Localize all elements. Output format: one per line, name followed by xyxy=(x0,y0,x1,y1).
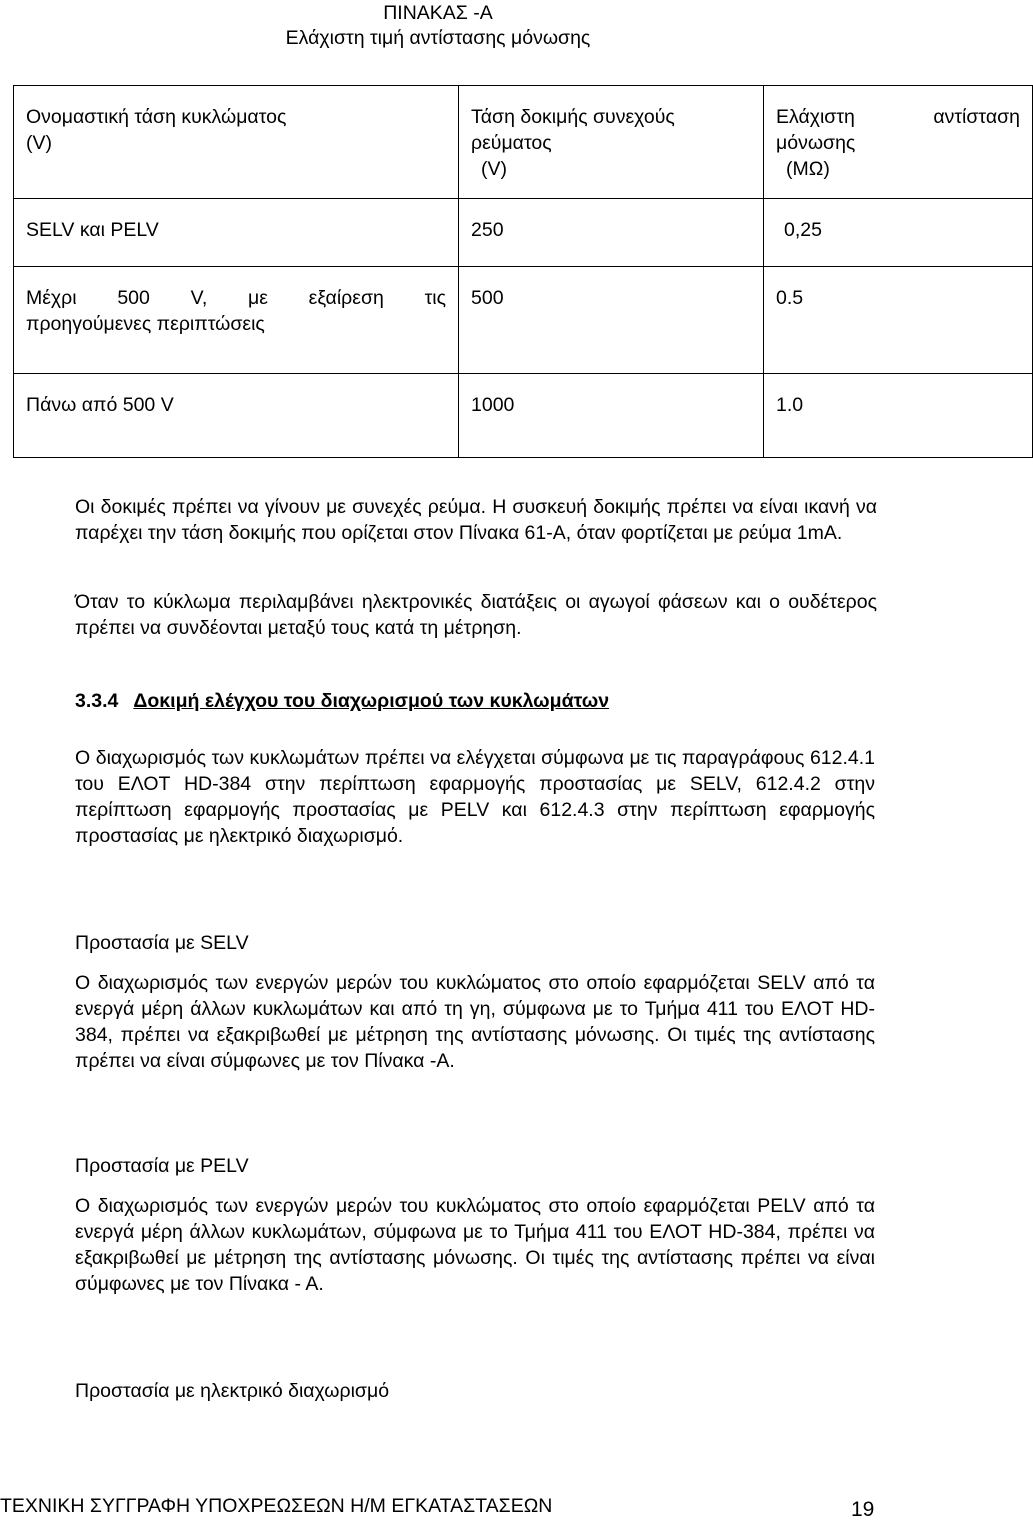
section-title: Δοκιμή ελέγχου του διαχωρισμού των κυκλωμάτων xyxy=(133,690,610,712)
cell-voltage: SELV και PELV xyxy=(14,199,459,267)
header-cell-nominal-voltage xyxy=(14,86,459,199)
cell-text: Μέχρι 500 V, με εξαίρεση τις xyxy=(26,287,446,309)
header-cell-min-resistance xyxy=(764,86,1033,199)
header-text: (V) xyxy=(481,158,507,180)
footer-title: ΤΕΧΝΙΚΗ ΣΥΓΓΡΑΦΗ ΥΠΟΧΡΕΩΣΕΩΝ Η/Μ ΕΓΚΑΤΑΣΤΑΣΕΩΝ xyxy=(0,1495,553,1517)
cell-test-voltage: 500 xyxy=(459,267,764,374)
table-row xyxy=(14,267,1033,374)
table-header-row xyxy=(14,86,1033,199)
header-text: μόνωσης xyxy=(776,132,856,154)
pelv-heading: Προστασία με PELV xyxy=(75,1155,249,1177)
section-heading xyxy=(75,688,609,714)
table-row xyxy=(14,199,1033,267)
cell-voltage: Πάνω από 500 V xyxy=(14,374,459,458)
header-text: Τάση δοκιμής συνεχούς xyxy=(471,106,675,128)
pelv-paragraph: Ο διαχωρισμός των ενεργών μερών του κυκλώματος στο οποίο εφαρμόζεται PELV από τα ενεργά μέρη άλλων κυκλωμάτων, σύμφωνα με το Τμήμα 411 του ΕΛΟΤ HD-384, πρέπει να εξακριβωθεί με μέτρηση της αντίστασης μόνωσης. Οι τιμές της αντίστασης πρέπει να είναι σύμφωνες με τον Πίνακα - Α. xyxy=(75,1195,875,1295)
header-cell-test-voltage xyxy=(459,86,764,199)
header-text: (V) xyxy=(26,132,52,154)
cell-voltage xyxy=(14,267,459,374)
page-number: 19 xyxy=(851,1498,875,1521)
cell-resistance xyxy=(764,199,1033,267)
table-subtitle: Ελάχιστη τιμή αντίστασης μόνωσης xyxy=(285,27,591,49)
table-title: ΠΙΝΑΚΑΣ -Α xyxy=(383,2,493,24)
section-number: 3.3.4 xyxy=(75,690,119,712)
selv-paragraph: Ο διαχωρισμός των ενεργών μερών του κυκλώματος στο οποίο εφαρμόζεται SELV από τα ενεργά μέρη άλλων κυκλωμάτων και από τη γη, σύμφωνα με το Τμήμα 411 του ΕΛΟΤ HD-384, πρέπει να εξακριβωθεί με μέτρηση της αντίστασης μόνωσης. Οι τιμές της αντίστασης πρέπει να είναι σύμφωνες με τον Πίνακα -Α. xyxy=(75,972,875,1072)
note-paragraph: Οι δοκιμές πρέπει να γίνουν με συνεχές ρεύμα. Η συσκευή δοκιμής πρέπει να είναι ικανή να παρέχει την τάση δοκιμής που ορίζεται στον Πίνακα 61-Α, όταν φορτίζεται με ρεύμα 1mA. xyxy=(75,496,877,544)
cell-resistance: 0.5 xyxy=(764,267,1033,374)
table-row xyxy=(14,374,1033,458)
selv-heading: Προστασία με SELV xyxy=(75,932,249,954)
electrical-separation-heading: Προστασία με ηλεκτρικό διαχωρισμό xyxy=(75,1380,390,1402)
header-text: (ΜΩ) xyxy=(786,158,830,180)
cell-test-voltage: 250 xyxy=(459,199,764,267)
resistance-value: 0,25 xyxy=(784,219,822,241)
cell-resistance: 1.0 xyxy=(764,374,1033,458)
header-text: Ελάχιστη αντίσταση xyxy=(776,106,1020,128)
cell-text: προηγούμενες περιπτώσεις xyxy=(26,313,265,335)
header-text: ρεύματος xyxy=(471,132,552,154)
note-paragraph: Όταν το κύκλωμα περιλαμβάνει ηλεκτρονικές διατάξεις οι αγωγοί φάσεων και ο ουδέτερος πρέπει να συνδέονται μεταξύ τους κατά τη μέτρηση. xyxy=(75,591,877,639)
section-paragraph: Ο διαχωρισμός των κυκλωμάτων πρέπει να ελέγχεται σύμφωνα με τις παραγράφους 612.4.1 του ΕΛΟΤ HD-384 στην περίπτωση εφαρμογής προστασίας με SELV, 612.4.2 στην περίπτωση εφαρμογής προστασίας με PELV και 612.4.3 στην περίπτωση εφαρμογής προστασίας με ηλεκτρικό διαχωρισμό. xyxy=(75,747,875,847)
header-text: Ονομαστική τάση κυκλώματος xyxy=(26,106,287,128)
insulation-resistance-table xyxy=(13,85,1033,458)
cell-test-voltage: 1000 xyxy=(459,374,764,458)
